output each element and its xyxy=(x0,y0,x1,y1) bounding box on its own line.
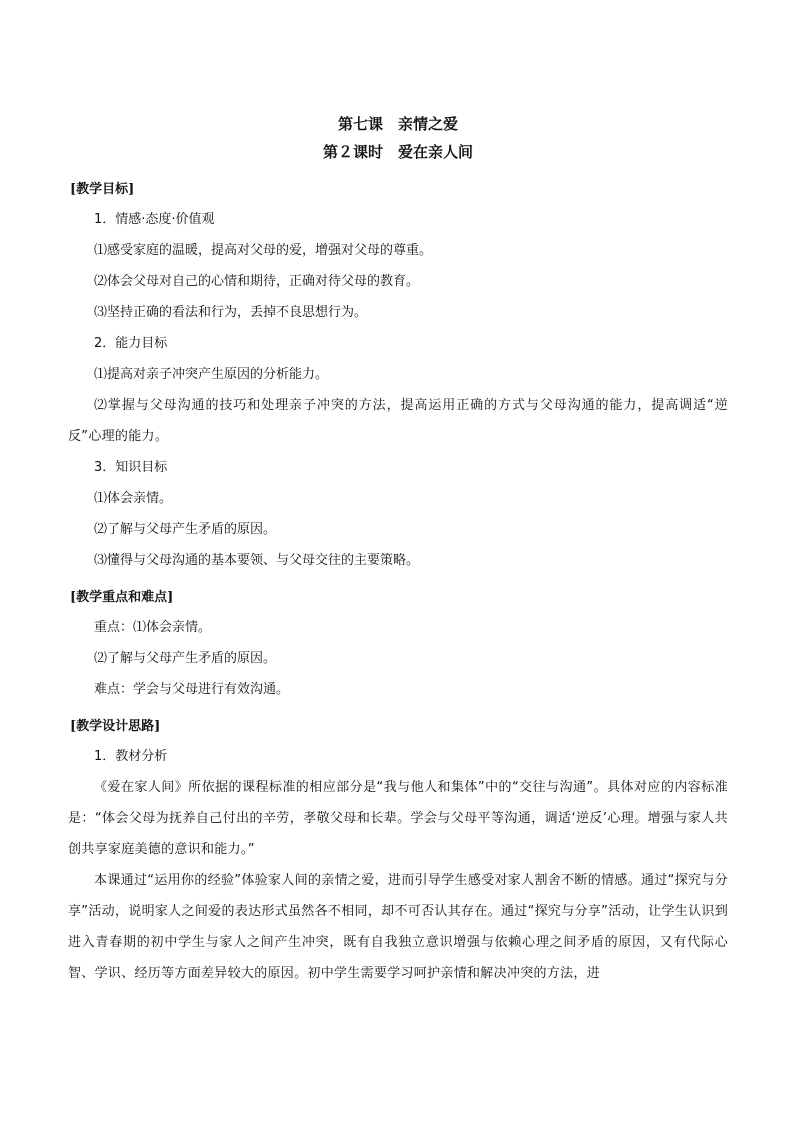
key-point-line: 重点：⑴体会亲情。 xyxy=(94,620,212,635)
objective-paragraph: ⑵掌握与父母沟通的技巧和处理亲子冲突的方法，提高运用正确的方式与父母沟通的能力，提高调适“逆反”心理的能力。 xyxy=(68,398,728,444)
key-point-line: 难点：学会与父母进行有效沟通。 xyxy=(94,682,290,697)
objective-line: ⑴提高对亲子冲突产生原因的分析能力。 xyxy=(94,367,329,382)
design-paragraph: 本课通过“运用你的经验”体验家人间的亲情之爱，进而引导学生感受对家人割舍不断的情感。通过“探究与分享”活动，说明家人之间爱的表达形式虽然各不相同，却不可否认其存在。通过“探究与分享”活动，让学生认识到进入青春期的初中学生与家人之间产生冲突，既有自我独立意识增强与依赖心理之间矛盾的原因，又有代际心智、学识、经历等方面差异较大的原因。初中学生需要学习呵护亲情和解决冲突的方法，进 xyxy=(68,873,728,981)
lesson-subtitle: 第２课时 爱在亲人间 xyxy=(322,143,473,161)
lesson-title: 第七课 亲情之爱 xyxy=(337,115,458,133)
objective-line: ⑴感受家庭的温暖，提高对父母的爱，增强对父母的尊重。 xyxy=(94,243,433,258)
objective-line: ⑶坚持正确的看法和行为，丢掉不良思想行为。 xyxy=(94,305,368,320)
objective-line: 3．知识目标 xyxy=(94,460,168,475)
key-points-heading: [教学重点和难点] xyxy=(70,590,174,605)
design-paragraph: 《爱在家人间》所依据的课程标准的相应部分是“我与他人和集体”中的“交往与沟通”。具体对应的内容标准是：“体会父母为抚养自己付出的辛劳，孝敬父母和长辈。学会与父母平等沟通，调适‘逆反’心理。增强与家人共创共享家庭美德的意识和能力。” xyxy=(68,780,728,857)
objective-line: 2．能力目标 xyxy=(94,336,168,351)
objective-line: ⑴体会亲情。 xyxy=(94,491,173,506)
document-body xyxy=(68,108,728,989)
objective-line: ⑵了解与父母产生矛盾的原因。 xyxy=(94,522,277,537)
design-subheading: 1．教材分析 xyxy=(94,749,168,764)
objective-line: 1．情感·态度·价值观 xyxy=(94,212,215,227)
objective-line: ⑵体会父母对自己的心情和期待，正确对待父母的教育。 xyxy=(94,274,420,289)
key-point-line: ⑵了解与父母产生矛盾的原因。 xyxy=(94,651,277,666)
objectives-heading: [教学目标] xyxy=(70,182,135,197)
design-heading: [教学设计思路] xyxy=(70,719,161,734)
objective-line: ⑶懂得与父母沟通的基本要领、与父母交往的主要策略。 xyxy=(94,553,420,568)
